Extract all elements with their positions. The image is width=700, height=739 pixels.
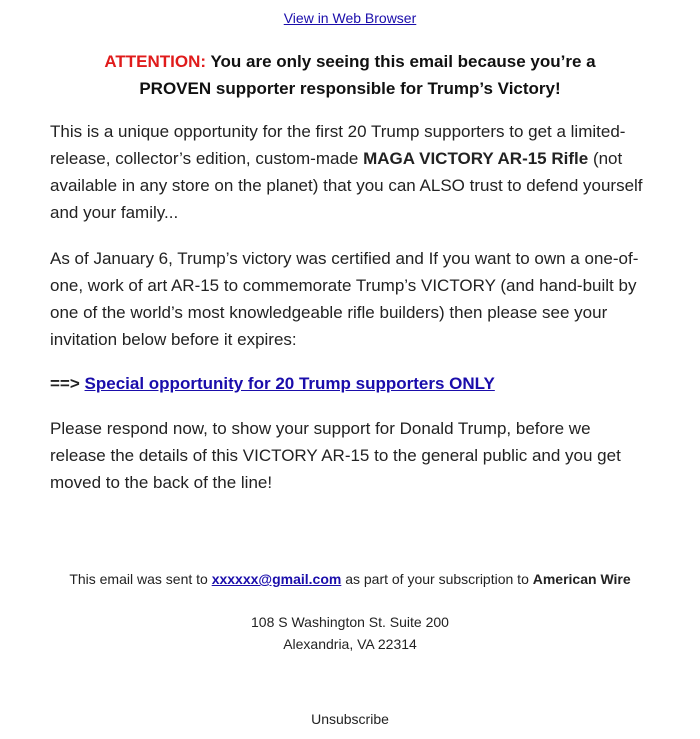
rifle-name: MAGA VICTORY AR-15 Rifle — [363, 149, 589, 168]
view-in-browser-link[interactable]: View in Web Browser — [283, 10, 417, 26]
cta-line — [50, 370, 650, 397]
certification-paragraph: As of January 6, Trump’s victory was certified and If you want to own a one-of-one, work of art AR-15 to commemorate Trump’s VICTORY (and hand-built by one of the world’s most knowledgeable rifle builders) then please see your invitation below before it expires: — [50, 249, 639, 349]
intro-paragraph — [50, 118, 650, 226]
respond-paragraph: Please respond now, to show your support for Donald Trump, before we release the details of this VICTORY AR-15 to the general public and you get moved to the back of the line! — [50, 419, 621, 492]
footer-sent-middle: as part of your subscription to — [341, 571, 533, 587]
intro-text-a: This is a unique opportunity for the first 20 Trump supporters to get a limited-release, collector’s edition, custom-made — [50, 122, 626, 168]
special-opportunity-link[interactable]: Special opportunity for 20 Trump supporters ONLY — [84, 374, 495, 393]
unsubscribe-link[interactable]: Unsubscribe — [311, 711, 389, 727]
attention-banner — [50, 48, 650, 102]
unsubscribe-bar — [0, 710, 700, 728]
footer-address — [0, 611, 700, 655]
view-in-browser-bar — [0, 10, 700, 26]
attention-line-2: PROVEN supporter responsible for Trump’s Victory! — [139, 79, 561, 98]
address-line-2: Alexandria, VA 22314 — [283, 636, 417, 652]
attention-label: ATTENTION: — [104, 52, 207, 71]
cta-arrow: ==> — [50, 374, 80, 393]
footer-subscription-note — [0, 570, 700, 588]
footer-sent-prefix: This email was sent to — [69, 571, 212, 587]
address-line-1: 108 S Washington St. Suite 200 — [251, 614, 449, 630]
brand-name: American Wire — [532, 571, 631, 587]
recipient-email-link[interactable]: xxxxxx@gmail.com — [211, 571, 342, 587]
intro-text-b: (not available in any store on the planet) that you can ALSO trust to defend yourself and your family... — [50, 149, 643, 222]
attention-line-1: You are only seeing this email because you’re a — [210, 52, 596, 71]
